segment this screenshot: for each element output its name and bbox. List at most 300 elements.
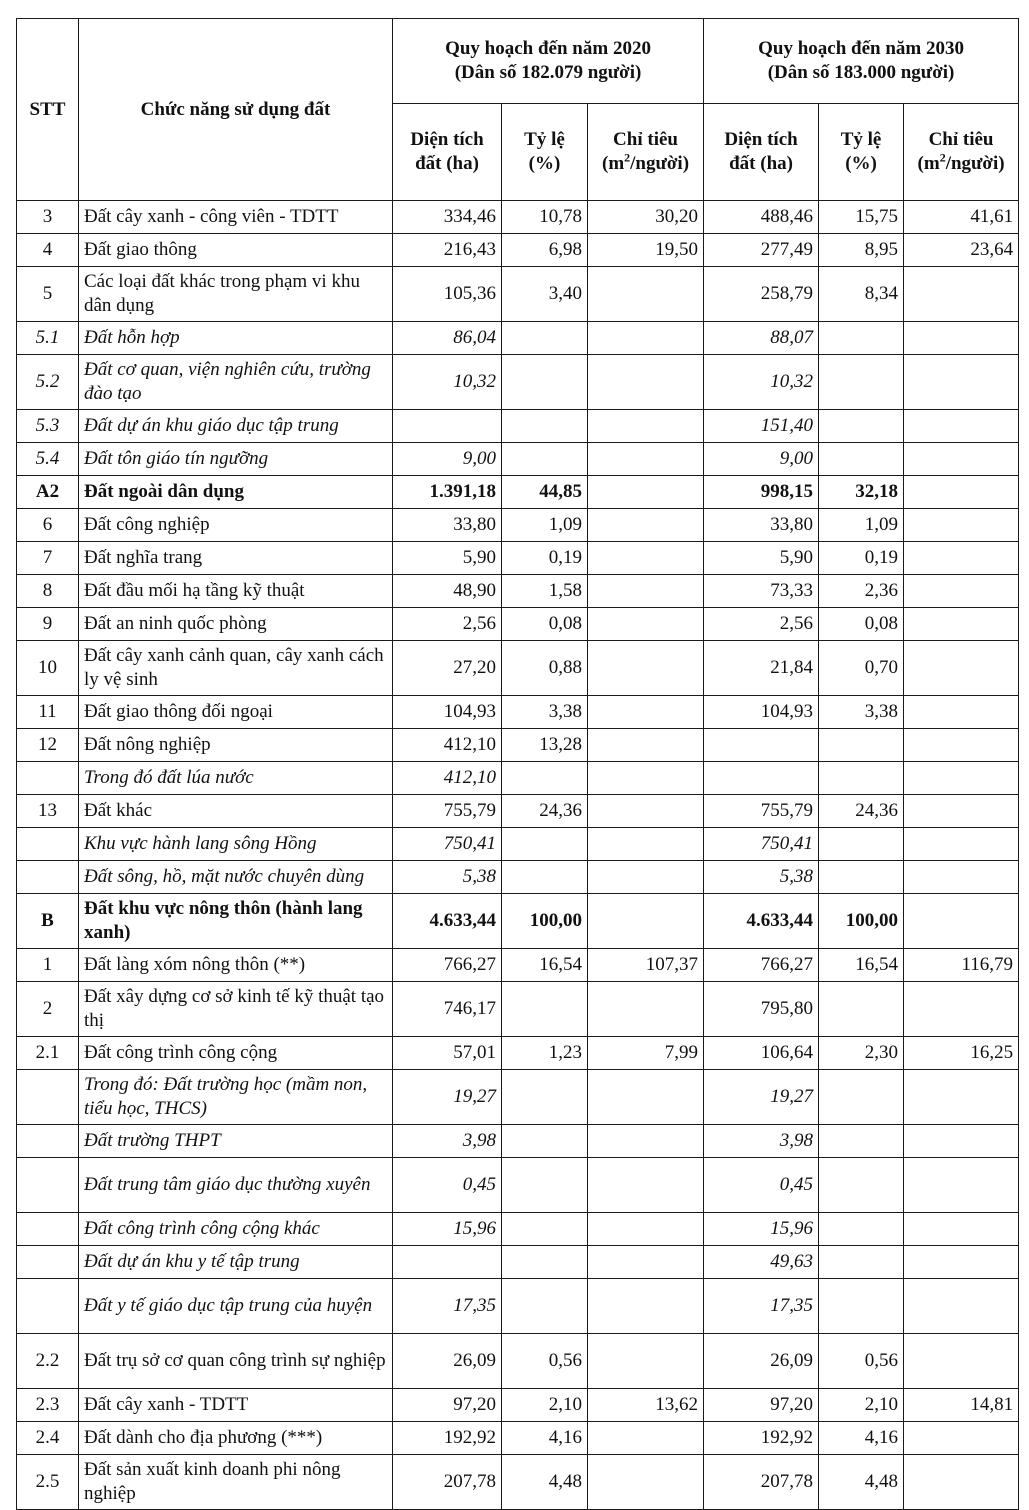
cell-ratio-2020	[502, 982, 588, 1037]
cell-ratio-2020: 0,88	[502, 641, 588, 696]
cell-quota-2030	[904, 542, 1019, 575]
cell-ratio-2030	[819, 828, 904, 861]
cell-stt: A2	[17, 476, 79, 509]
table-row	[17, 322, 1019, 355]
cell-area-2030: 998,15	[704, 476, 819, 509]
cell-quota-2030	[904, 608, 1019, 641]
cell-function: Đất y tế giáo dục tập trung của huyện	[79, 1279, 393, 1334]
cell-stt: 11	[17, 696, 79, 729]
cell-stt	[17, 1279, 79, 1334]
table-row	[17, 982, 1019, 1037]
cell-stt: 5.1	[17, 322, 79, 355]
cell-area-2030: 5,38	[704, 861, 819, 894]
cell-function: Đất tôn giáo tín ngưỡng	[79, 443, 393, 476]
cell-ratio-2030	[819, 1125, 904, 1158]
table-row	[17, 476, 1019, 509]
cell-function: Đất trụ sở cơ quan công trình sự nghiệp	[79, 1334, 393, 1389]
cell-area-2020: 48,90	[393, 575, 502, 608]
land-use-table	[16, 18, 1019, 1510]
cell-area-2030: 15,96	[704, 1213, 819, 1246]
cell-quota-2030	[904, 443, 1019, 476]
cell-ratio-2030	[819, 729, 904, 762]
cell-function: Đất nông nghiệp	[79, 729, 393, 762]
cell-ratio-2020	[502, 1125, 588, 1158]
cell-quota-2030	[904, 795, 1019, 828]
cell-stt: 5.2	[17, 355, 79, 410]
cell-function: Đất sông, hồ, mặt nước chuyên dùng	[79, 861, 393, 894]
table-row	[17, 1389, 1019, 1422]
cell-stt: 9	[17, 608, 79, 641]
cell-area-2020: 17,35	[393, 1279, 502, 1334]
cell-ratio-2030	[819, 861, 904, 894]
cell-quota-2030	[904, 267, 1019, 322]
cell-ratio-2020: 44,85	[502, 476, 588, 509]
cell-quota-2020	[588, 1125, 704, 1158]
cell-ratio-2030	[819, 1158, 904, 1213]
table-row	[17, 1037, 1019, 1070]
cell-area-2020	[393, 410, 502, 443]
cell-quota-2030: 41,61	[904, 201, 1019, 234]
cell-stt: 3	[17, 201, 79, 234]
cell-quota-2030	[904, 696, 1019, 729]
cell-area-2030: 10,32	[704, 355, 819, 410]
table-row	[17, 1334, 1019, 1389]
cell-stt: 5	[17, 267, 79, 322]
cell-stt: 2.1	[17, 1037, 79, 1070]
cell-quota-2030	[904, 1422, 1019, 1455]
cell-area-2030: 766,27	[704, 949, 819, 982]
table-row	[17, 828, 1019, 861]
cell-function: Đất trung tâm giáo dục thường xuyên	[79, 1158, 393, 1213]
cell-quota-2020	[588, 476, 704, 509]
cell-function: Trong đó: Đất trường học (mầm non, tiểu học, THCS)	[79, 1070, 393, 1125]
cell-function: Đất công trình công cộng	[79, 1037, 393, 1070]
cell-area-2030: 33,80	[704, 509, 819, 542]
cell-stt: 5.4	[17, 443, 79, 476]
header-area-2030: Diện tích đất (ha)	[704, 104, 819, 201]
cell-area-2020: 97,20	[393, 1389, 502, 1422]
cell-ratio-2020: 3,40	[502, 267, 588, 322]
cell-quota-2030	[904, 1158, 1019, 1213]
cell-quota-2030	[904, 1246, 1019, 1279]
cell-function: Đất nghĩa trang	[79, 542, 393, 575]
cell-quota-2030	[904, 410, 1019, 443]
cell-area-2030: 192,92	[704, 1422, 819, 1455]
cell-area-2020: 5,90	[393, 542, 502, 575]
cell-ratio-2020	[502, 322, 588, 355]
cell-area-2030: 207,78	[704, 1455, 819, 1510]
table-row	[17, 1246, 1019, 1279]
cell-ratio-2020: 24,36	[502, 795, 588, 828]
table-row	[17, 641, 1019, 696]
cell-ratio-2030	[819, 1279, 904, 1334]
cell-ratio-2020: 1,09	[502, 509, 588, 542]
cell-function: Đất dành cho địa phương (***)	[79, 1422, 393, 1455]
table-row	[17, 267, 1019, 322]
cell-ratio-2030: 0,19	[819, 542, 904, 575]
cell-area-2020: 192,92	[393, 1422, 502, 1455]
cell-quota-2020	[588, 575, 704, 608]
cell-ratio-2030	[819, 1213, 904, 1246]
cell-quota-2020	[588, 729, 704, 762]
cell-quota-2020	[588, 1246, 704, 1279]
cell-stt: 10	[17, 641, 79, 696]
cell-quota-2020	[588, 795, 704, 828]
cell-area-2020: 4.633,44	[393, 894, 502, 949]
cell-stt: 2.4	[17, 1422, 79, 1455]
cell-ratio-2020: 3,38	[502, 696, 588, 729]
cell-quota-2030	[904, 509, 1019, 542]
cell-ratio-2030: 1,09	[819, 509, 904, 542]
cell-ratio-2030	[819, 322, 904, 355]
cell-quota-2020	[588, 542, 704, 575]
cell-quota-2020	[588, 322, 704, 355]
cell-area-2020: 19,27	[393, 1070, 502, 1125]
cell-quota-2020	[588, 1158, 704, 1213]
cell-quota-2020	[588, 1279, 704, 1334]
cell-area-2020: 9,00	[393, 443, 502, 476]
cell-quota-2030	[904, 1213, 1019, 1246]
cell-area-2030: 4.633,44	[704, 894, 819, 949]
cell-ratio-2020: 16,54	[502, 949, 588, 982]
cell-quota-2020	[588, 355, 704, 410]
table-row	[17, 795, 1019, 828]
header-2020-title: Quy hoạch đến năm 2020	[445, 38, 651, 59]
header-2030-title: Quy hoạch đến năm 2030	[758, 38, 964, 59]
cell-quota-2020	[588, 509, 704, 542]
cell-ratio-2020: 0,08	[502, 608, 588, 641]
cell-area-2030	[704, 729, 819, 762]
cell-quota-2030	[904, 1070, 1019, 1125]
cell-area-2020: 0,45	[393, 1158, 502, 1213]
table-row	[17, 1125, 1019, 1158]
cell-function: Đất cây xanh - TDTT	[79, 1389, 393, 1422]
table-body	[17, 201, 1019, 1510]
cell-area-2030: 88,07	[704, 322, 819, 355]
cell-area-2030: 2,56	[704, 608, 819, 641]
header-quota-2030: Chỉ tiêu $(m^2/người)$	[904, 104, 1019, 201]
cell-quota-2030	[904, 355, 1019, 410]
cell-ratio-2020: 6,98	[502, 234, 588, 267]
header-group-2020	[393, 19, 704, 104]
cell-stt: B	[17, 894, 79, 949]
cell-ratio-2020	[502, 1158, 588, 1213]
cell-function: Đất ngoài dân dụng	[79, 476, 393, 509]
cell-ratio-2020: 100,00	[502, 894, 588, 949]
cell-function: Đất trường THPT	[79, 1125, 393, 1158]
cell-area-2020: 27,20	[393, 641, 502, 696]
cell-ratio-2020: 0,19	[502, 542, 588, 575]
cell-area-2030: 9,00	[704, 443, 819, 476]
cell-area-2020: 26,09	[393, 1334, 502, 1389]
cell-area-2030: 0,45	[704, 1158, 819, 1213]
table-row	[17, 1070, 1019, 1125]
table-row	[17, 1158, 1019, 1213]
cell-quota-2020	[588, 828, 704, 861]
cell-area-2020	[393, 1246, 502, 1279]
cell-ratio-2030: 8,95	[819, 234, 904, 267]
cell-area-2020: 5,38	[393, 861, 502, 894]
cell-quota-2030	[904, 894, 1019, 949]
cell-area-2020: 746,17	[393, 982, 502, 1037]
cell-area-2020: 750,41	[393, 828, 502, 861]
table-row	[17, 355, 1019, 410]
table-row	[17, 729, 1019, 762]
cell-ratio-2030: 0,56	[819, 1334, 904, 1389]
table-row	[17, 861, 1019, 894]
table-row	[17, 1279, 1019, 1334]
cell-quota-2030	[904, 762, 1019, 795]
cell-quota-2020: 19,50	[588, 234, 704, 267]
cell-quota-2030	[904, 575, 1019, 608]
cell-stt: 5.3	[17, 410, 79, 443]
cell-function: Đất công trình công cộng khác	[79, 1213, 393, 1246]
cell-quota-2020	[588, 608, 704, 641]
cell-area-2020: 412,10	[393, 762, 502, 795]
cell-ratio-2020	[502, 410, 588, 443]
cell-ratio-2030: 15,75	[819, 201, 904, 234]
cell-area-2020: 3,98	[393, 1125, 502, 1158]
cell-quota-2030: 116,79	[904, 949, 1019, 982]
cell-area-2030: 21,84	[704, 641, 819, 696]
cell-area-2020: 1.391,18	[393, 476, 502, 509]
cell-stt: 8	[17, 575, 79, 608]
cell-stt: 13	[17, 795, 79, 828]
cell-area-2020: 57,01	[393, 1037, 502, 1070]
cell-area-2030: 19,27	[704, 1070, 819, 1125]
cell-ratio-2030: 0,70	[819, 641, 904, 696]
cell-area-2030: 755,79	[704, 795, 819, 828]
cell-ratio-2020	[502, 861, 588, 894]
cell-quota-2030: 14,81	[904, 1389, 1019, 1422]
cell-function: Đất làng xóm nông thôn (**)	[79, 949, 393, 982]
cell-quota-2030	[904, 1125, 1019, 1158]
cell-ratio-2030: 2,10	[819, 1389, 904, 1422]
cell-ratio-2030	[819, 762, 904, 795]
cell-stt	[17, 828, 79, 861]
header-ratio-2020: Tỷ lệ (%)	[502, 104, 588, 201]
cell-ratio-2030	[819, 982, 904, 1037]
cell-function: Đất hỗn hợp	[79, 322, 393, 355]
cell-area-2030: 488,46	[704, 201, 819, 234]
table-row	[17, 1213, 1019, 1246]
cell-stt: 1	[17, 949, 79, 982]
cell-stt: 2.5	[17, 1455, 79, 1510]
cell-quota-2020	[588, 696, 704, 729]
cell-stt	[17, 1213, 79, 1246]
cell-quota-2020	[588, 410, 704, 443]
table-row	[17, 949, 1019, 982]
table-row	[17, 234, 1019, 267]
cell-area-2030: 26,09	[704, 1334, 819, 1389]
cell-function: Đất khác	[79, 795, 393, 828]
cell-area-2030: 104,93	[704, 696, 819, 729]
cell-area-2020: 10,32	[393, 355, 502, 410]
cell-area-2030: 73,33	[704, 575, 819, 608]
table-row	[17, 1422, 1019, 1455]
cell-quota-2030	[904, 1455, 1019, 1510]
cell-function: Trong đó đất lúa nước	[79, 762, 393, 795]
header-stt: STT	[17, 19, 79, 201]
cell-quota-2020	[588, 1455, 704, 1510]
table-header	[17, 19, 1019, 201]
cell-ratio-2020	[502, 355, 588, 410]
cell-ratio-2020	[502, 1279, 588, 1334]
cell-quota-2030: 23,64	[904, 234, 1019, 267]
cell-quota-2030	[904, 1334, 1019, 1389]
table-row	[17, 762, 1019, 795]
header-function: Chức năng sử dụng đất	[79, 19, 393, 201]
cell-stt: 4	[17, 234, 79, 267]
cell-area-2020: 104,93	[393, 696, 502, 729]
cell-function: Đất cây xanh cảnh quan, cây xanh cách ly vệ sinh	[79, 641, 393, 696]
cell-ratio-2020	[502, 828, 588, 861]
table-row	[17, 443, 1019, 476]
cell-quota-2020: 13,62	[588, 1389, 704, 1422]
cell-ratio-2030: 2,30	[819, 1037, 904, 1070]
cell-ratio-2030	[819, 410, 904, 443]
table-row	[17, 410, 1019, 443]
cell-ratio-2020: 13,28	[502, 729, 588, 762]
cell-quota-2020	[588, 1334, 704, 1389]
cell-function: Đất cây xanh - công viên - TDTT	[79, 201, 393, 234]
cell-quota-2020	[588, 982, 704, 1037]
cell-function: Đất an ninh quốc phòng	[79, 608, 393, 641]
cell-function: Đất xây dựng cơ sở kinh tế kỹ thuật tạo thị	[79, 982, 393, 1037]
cell-stt	[17, 762, 79, 795]
cell-stt: 2	[17, 982, 79, 1037]
cell-ratio-2030	[819, 1070, 904, 1125]
cell-area-2020: 412,10	[393, 729, 502, 762]
cell-stt: 12	[17, 729, 79, 762]
cell-stt: 2.3	[17, 1389, 79, 1422]
cell-quota-2030	[904, 641, 1019, 696]
cell-area-2030: 17,35	[704, 1279, 819, 1334]
cell-quota-2020	[588, 1422, 704, 1455]
cell-function: Khu vực hành lang sông Hồng	[79, 828, 393, 861]
cell-ratio-2030	[819, 443, 904, 476]
table-row	[17, 201, 1019, 234]
cell-quota-2020	[588, 641, 704, 696]
cell-area-2030: 5,90	[704, 542, 819, 575]
cell-quota-2020	[588, 894, 704, 949]
header-group-2030	[704, 19, 1019, 104]
cell-ratio-2030: 32,18	[819, 476, 904, 509]
table-row	[17, 575, 1019, 608]
cell-function: Đất khu vực nông thôn (hành lang xanh)	[79, 894, 393, 949]
cell-area-2020: 33,80	[393, 509, 502, 542]
table-row	[17, 608, 1019, 641]
cell-quota-2020	[588, 861, 704, 894]
cell-area-2020: 755,79	[393, 795, 502, 828]
cell-function: Đất công nghiệp	[79, 509, 393, 542]
header-2020-population: (Dân số 182.079 người)	[454, 62, 642, 83]
cell-ratio-2020: 10,78	[502, 201, 588, 234]
cell-ratio-2020: 1,58	[502, 575, 588, 608]
cell-stt	[17, 1070, 79, 1125]
cell-function: Đất cơ quan, viện nghiên cứu, trường đào tạo	[79, 355, 393, 410]
cell-area-2030: 3,98	[704, 1125, 819, 1158]
cell-ratio-2020	[502, 443, 588, 476]
cell-quota-2030	[904, 1279, 1019, 1334]
cell-ratio-2030: 100,00	[819, 894, 904, 949]
cell-function: Đất sản xuất kinh doanh phi nông nghiệp	[79, 1455, 393, 1510]
cell-ratio-2030: 0,08	[819, 608, 904, 641]
cell-quota-2020: 107,37	[588, 949, 704, 982]
cell-quota-2020	[588, 762, 704, 795]
cell-ratio-2020	[502, 1070, 588, 1125]
cell-area-2030: 151,40	[704, 410, 819, 443]
cell-ratio-2020	[502, 1213, 588, 1246]
cell-area-2020: 216,43	[393, 234, 502, 267]
cell-area-2030	[704, 762, 819, 795]
cell-area-2030: 277,49	[704, 234, 819, 267]
cell-stt: 7	[17, 542, 79, 575]
cell-area-2020: 2,56	[393, 608, 502, 641]
cell-area-2020: 334,46	[393, 201, 502, 234]
cell-ratio-2020: 4,16	[502, 1422, 588, 1455]
cell-function: Đất dự án khu y tế tập trung	[79, 1246, 393, 1279]
cell-quota-2030	[904, 828, 1019, 861]
cell-quota-2020: 30,20	[588, 201, 704, 234]
table-row	[17, 696, 1019, 729]
cell-area-2020: 86,04	[393, 322, 502, 355]
table-row	[17, 894, 1019, 949]
cell-ratio-2020: 1,23	[502, 1037, 588, 1070]
header-area-2020: Diện tích đất (ha)	[393, 104, 502, 201]
cell-function: Đất giao thông	[79, 234, 393, 267]
cell-area-2030: 750,41	[704, 828, 819, 861]
cell-area-2020: 15,96	[393, 1213, 502, 1246]
cell-quota-2030	[904, 476, 1019, 509]
cell-function: Đất dự án khu giáo dục tập trung	[79, 410, 393, 443]
cell-ratio-2030: 24,36	[819, 795, 904, 828]
cell-area-2030: 106,64	[704, 1037, 819, 1070]
cell-quota-2020	[588, 443, 704, 476]
header-ratio-2030: Tỷ lệ (%)	[819, 104, 904, 201]
cell-function: Đất giao thông đối ngoại	[79, 696, 393, 729]
cell-area-2030: 97,20	[704, 1389, 819, 1422]
cell-ratio-2030	[819, 355, 904, 410]
cell-quota-2030	[904, 861, 1019, 894]
cell-stt: 2.2	[17, 1334, 79, 1389]
cell-stt: 6	[17, 509, 79, 542]
cell-ratio-2020: 0,56	[502, 1334, 588, 1389]
cell-ratio-2030	[819, 1246, 904, 1279]
cell-ratio-2030: 4,16	[819, 1422, 904, 1455]
cell-ratio-2020	[502, 762, 588, 795]
cell-ratio-2020	[502, 1246, 588, 1279]
cell-ratio-2030: 3,38	[819, 696, 904, 729]
cell-ratio-2030: 4,48	[819, 1455, 904, 1510]
cell-ratio-2020: 2,10	[502, 1389, 588, 1422]
cell-area-2020: 207,78	[393, 1455, 502, 1510]
cell-ratio-2020: 4,48	[502, 1455, 588, 1510]
header-2030-population: (Dân số 183.000 người)	[767, 62, 955, 83]
cell-ratio-2030: 16,54	[819, 949, 904, 982]
cell-stt	[17, 1246, 79, 1279]
header-quota-2020: Chỉ tiêu $(m^2/người)$	[588, 104, 704, 201]
table-row	[17, 509, 1019, 542]
cell-quota-2020: 7,99	[588, 1037, 704, 1070]
cell-stt	[17, 861, 79, 894]
cell-stt	[17, 1125, 79, 1158]
cell-area-2030: 795,80	[704, 982, 819, 1037]
cell-function: Đất đầu mối hạ tầng kỹ thuật	[79, 575, 393, 608]
cell-ratio-2030: 2,36	[819, 575, 904, 608]
cell-function: Các loại đất khác trong phạm vi khu dân dụng	[79, 267, 393, 322]
cell-stt	[17, 1158, 79, 1213]
